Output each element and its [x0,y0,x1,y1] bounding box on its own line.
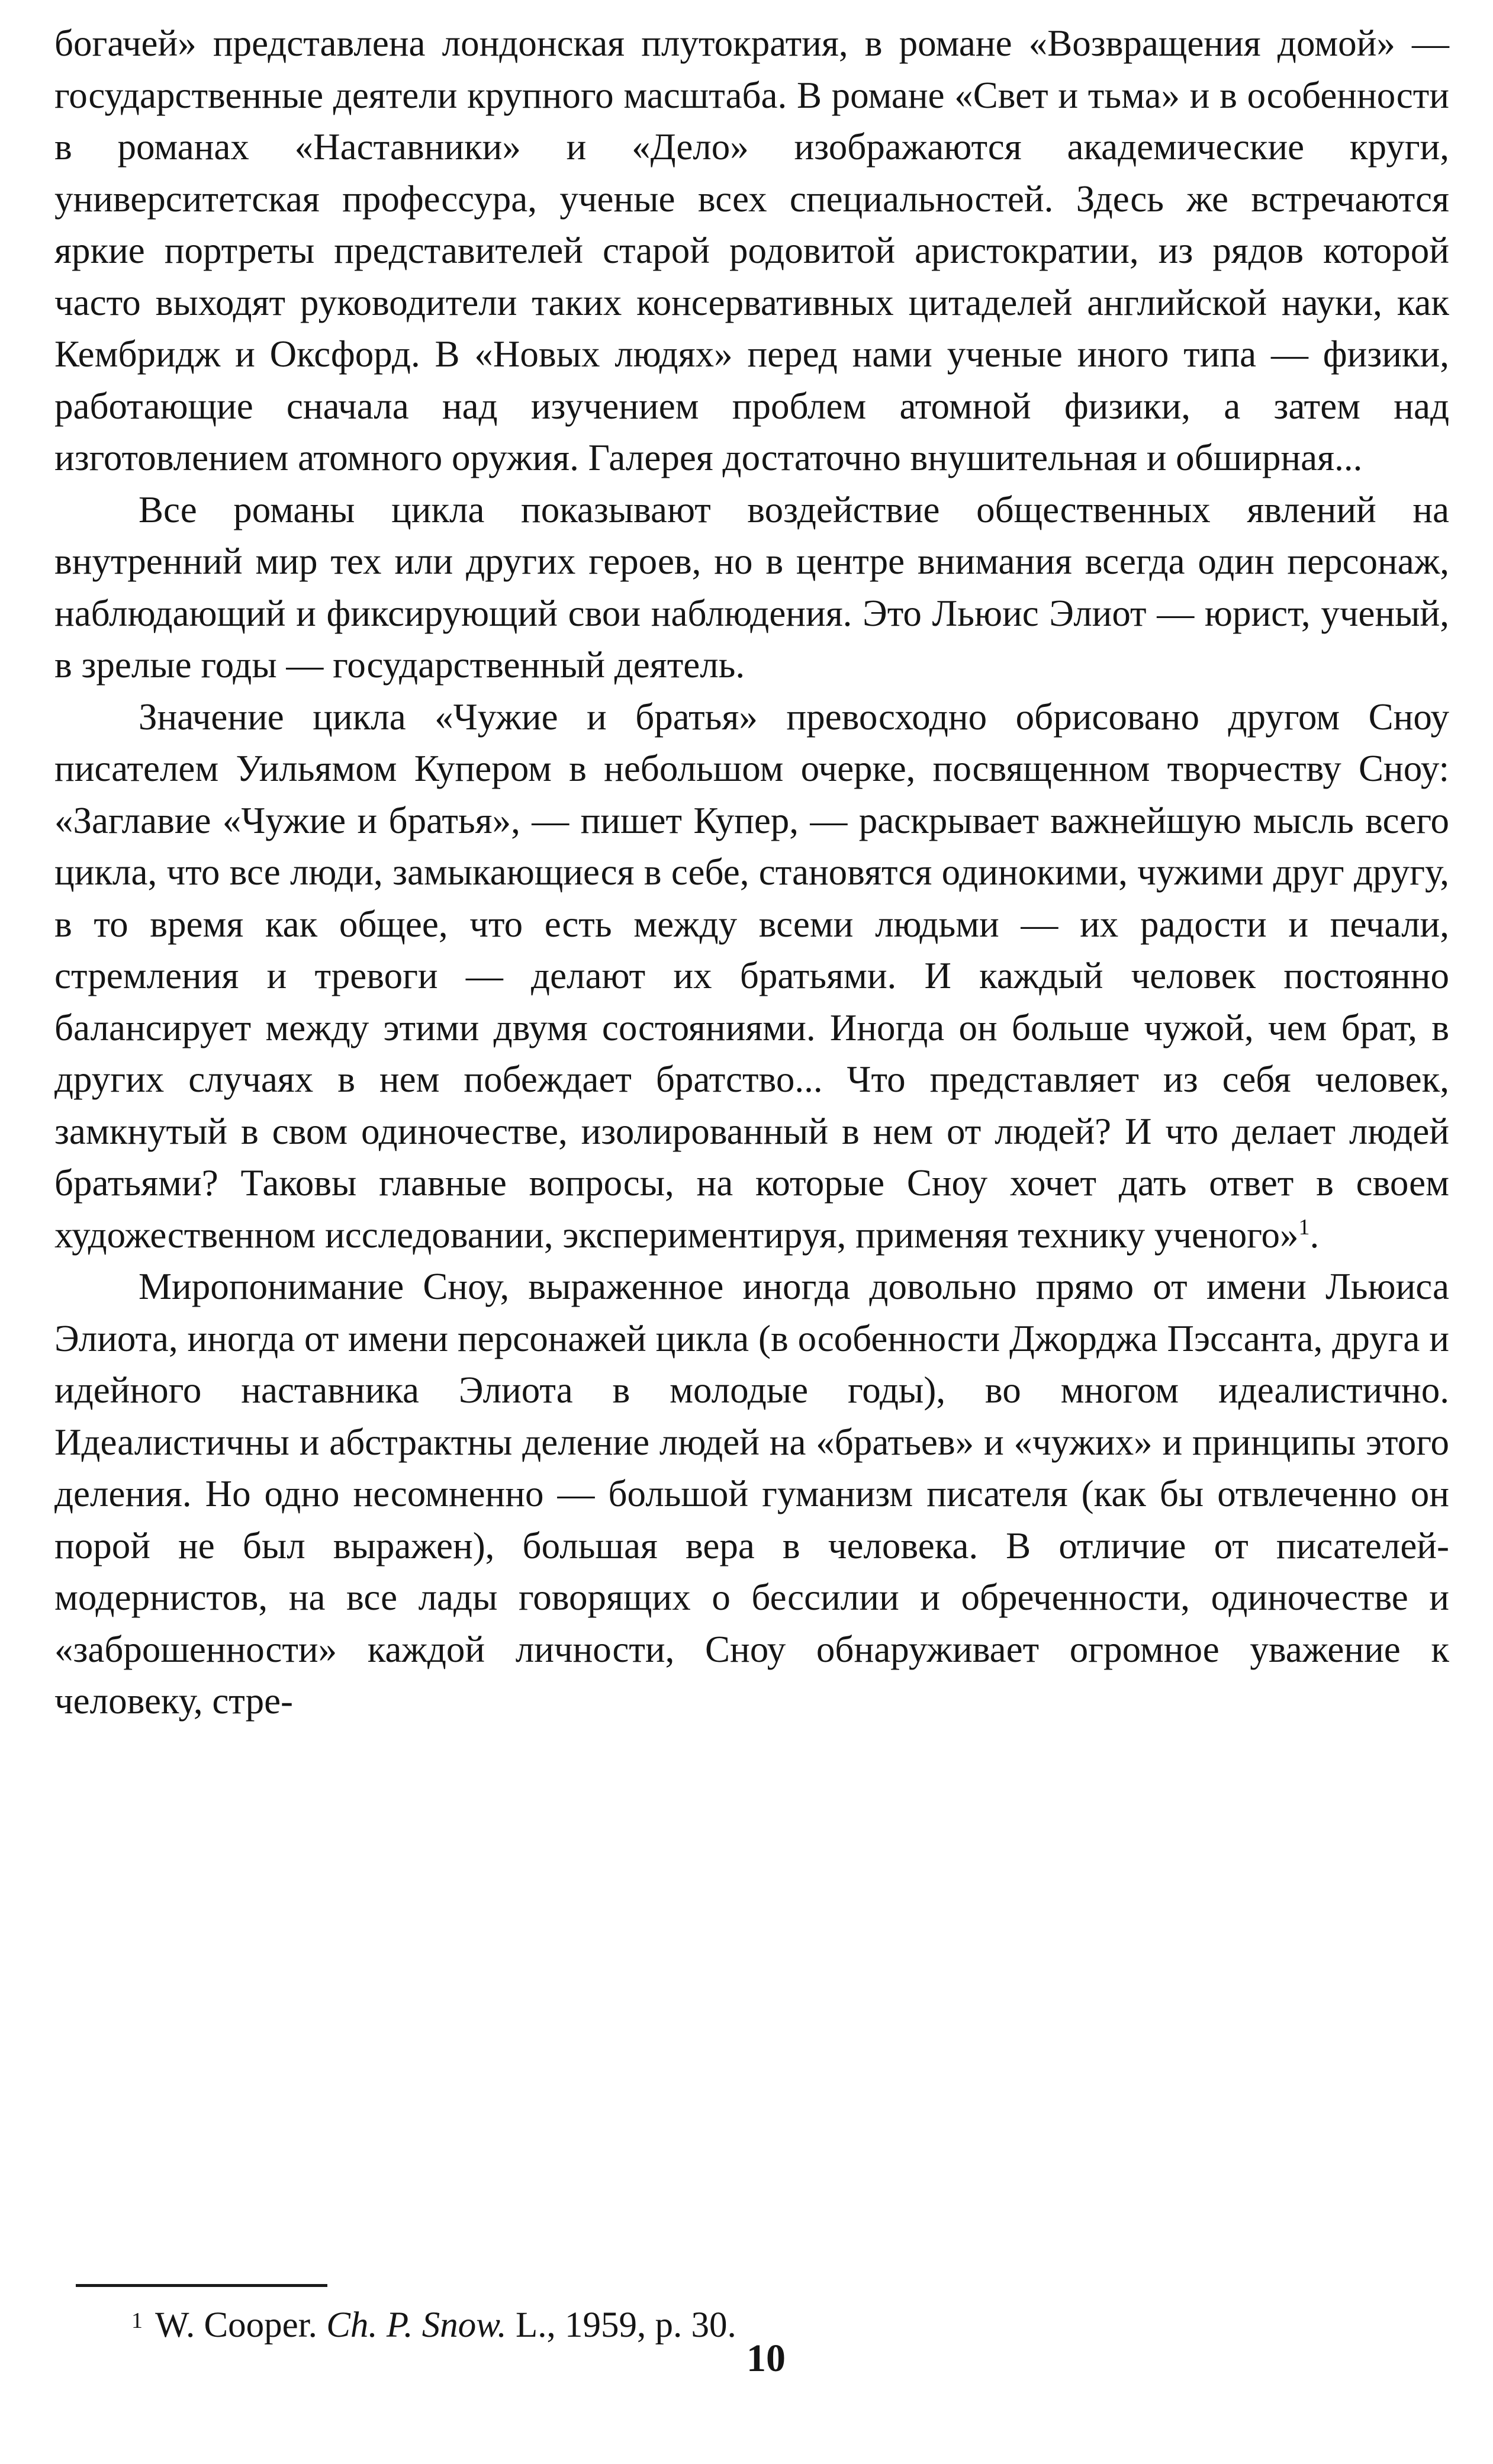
main-text [54,18,1449,1728]
paragraph-3-text: Значение цикла «Чужие и братья» превосходно обрисовано другом Сноу писателем Уильямом Купером в небольшом очерке, посвященном творчеству Сноу: «Заглавие «Чужие и братья», — пишет Купер, — раскрывает важнейшую мысль всего цикла, что все люди, замыкающиеся в себе, становятся одинокими, чужими друг другу, в то время как общее, что есть между всеми людьми — их радости и печали, стремления и тревоги — делают их братьями. И каждый человек постоянно балансирует между этими двумя состояниями. Иногда он больше чужой, чем брат, в других случаях в нем побеждает братство... Что представляет из себя человек, замкнутый в свом одиночестве, изолированный в нем от людей? И что делает людей братьями? Таковы главные вопросы, на которые Сноу хочет дать ответ в своем художественном исследовании, экспериментируя, применяя технику ученого» [54,696,1449,1256]
paragraph-2: Все романы цикла показывают воздействие общественных явлений на внутренний мир тех или других героев, но в центре внимания всегда один персонаж, наблюдающий и фиксирующий свои наблюдения. Это Льюис Элиот — юрист, ученый, в зрелые годы — государственный деятель. [54,488,1449,686]
footnote-imprint: L., 1959, p. 30. [515,2305,736,2345]
paragraph-1: богачей» представлена лондонская плутократия, в романе «Возвращения домой» — государственные деятели крупного масштаба. В романе «Свет и тьма» и в особенности в романах «Наставники» и «Дело» изображаются академические круги, университетская профессура, ученые всех специальностей. Здесь же встречаются яркие портреты представителей старой родовитой аристократии, из рядов которой часто выходят руководители таких консервативных цитаделей английской науки, как Кембридж и Оксфорд. В «Новых людях» перед нами ученые иного типа — физики, работающие сначала над изучением проблем атомной физики, а затем над изготовлением атомного оружия. Галерея достаточно внушительная и обширная... [54,22,1449,478]
footnote-reference: 1 [1298,1214,1310,1240]
page-number: 10 [746,2337,786,2380]
footnote-author: W. Cooper. [155,2305,317,2345]
paragraph-4: Миропонимание Сноу, выраженное иногда довольно прямо от имени Льюиса Элиота, иногда от имени персонажей цикла (в особенности Джорджа Пэссанта, друга и идейного наставника Элиота в молодые годы), во многом идеалистично. Идеалистичны и абстрактны деление людей на «братьев» и «чужих» и принципы этого деления. Но одно несомненно — большой гуманизм писателя (как бы отвлеченно он порой не был выражен), большая вера в человека. В отличие от писателей-модернистов, на все лады говорящих о бессилии и обреченности, одиночестве и «заброшенности» каждой личности, Сноу обнаруживает огромное уважение к человеку, стре- [54,1266,1449,1722]
footnote-separator [76,2284,327,2287]
footnote-title: Ch. P. Snow. [326,2305,507,2345]
footnote-marker: 1 [131,2308,143,2333]
paragraph-3: Значение цикла «Чужие и братья» превосходно обрисовано другом Сноу писателем Уильямом Купером в небольшом очерке, посвященном творчеству Сноу: «Заглавие «Чужие и братья», — пишет Купер, — раскрывает важнейшую мысль всего цикла, что все люди, замыкающиеся в себе, становятся одинокими, чужими друг другу, в то время как общее, что есть между всеми людьми — их радости и печали, стремления и тревоги — делают их братьями. И каждый человек постоянно балансирует между этими двумя состояниями. Иногда он больше чужой, чем брат, в других случаях в нем побеждает братство... Что представляет из себя человек, замкнутый в свом одиночестве, изолированный в нем от людей? И что делает людей братьями? Таковы главные вопросы, на которые Сноу хочет дать ответ в своем художественном исследовании, экспериментируя, применяя технику ученого»$^1$. [54,696,1449,1256]
footnote [131,2302,736,2349]
